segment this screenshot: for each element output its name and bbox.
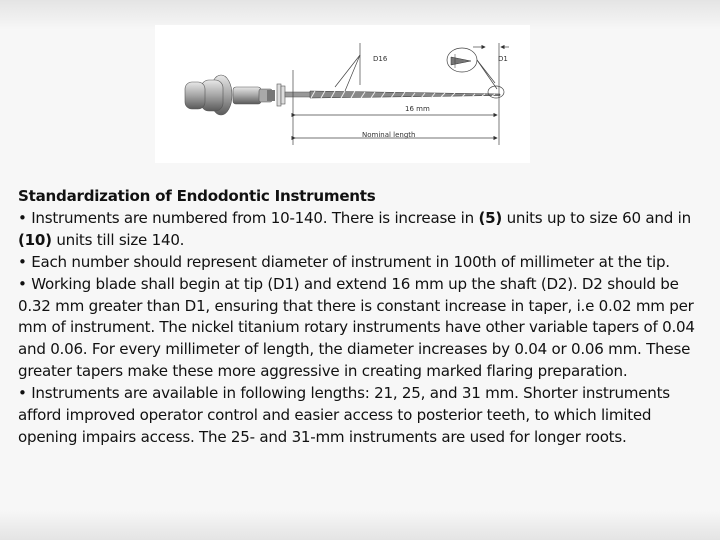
label-nominal-length: Nominal length [362,131,416,139]
file-drawing [155,25,530,163]
p1-bold-5: (5) [478,208,503,227]
paragraph-working-blade: • Working blade shall begin at tip (D1) and extend 16 mm up the shaft (D2). D2 should be 0.32 mm greater than D1, ensuring that there is constant increase in taper, i.e 0.02 mm per mm of instrument. The nickel titanium rotary instruments have other variable tapers of 0.04 and 0.06. For every millimeter of length, the diameter increases by 0.04 or 0.06 mm. These greater tapers make these more aggressive in creating marked flaring preparation. [18,274,695,381]
content-text [18,186,712,449]
paragraph-diameter: • Each number should represent diameter of instrument in 100th of millimeter at the tip. [18,252,670,271]
paragraph-lengths: • Instruments are available in following lengths: 21, 25, and 31 mm. Shorter instruments afford improved operator control and easier access to posterior teeth, to which limited opening impairs access. The 25- and 31-mm instruments are used for longer roots. [18,384,670,446]
label-d1: D1 [498,55,508,63]
p1-text-e: units till size 140. [51,230,185,249]
label-16mm: 16 mm [405,105,430,113]
tip-detail-icon [451,54,471,68]
slide-title: Standardization of Endodontic Instruments [18,187,376,205]
file-handle [185,75,285,115]
p1-text-a: • Instruments are numbered from 10-140. There is increase in [18,208,479,227]
paragraph-numbering [18,208,712,252]
p1-bold-10: (10) [18,230,52,249]
endodontic-file-diagram [155,25,530,163]
background-bottom-shade [0,510,720,540]
file-blade [285,91,500,98]
p1-text-c: units up to size 60 and in [502,208,691,227]
label-d16: D16 [373,55,388,63]
